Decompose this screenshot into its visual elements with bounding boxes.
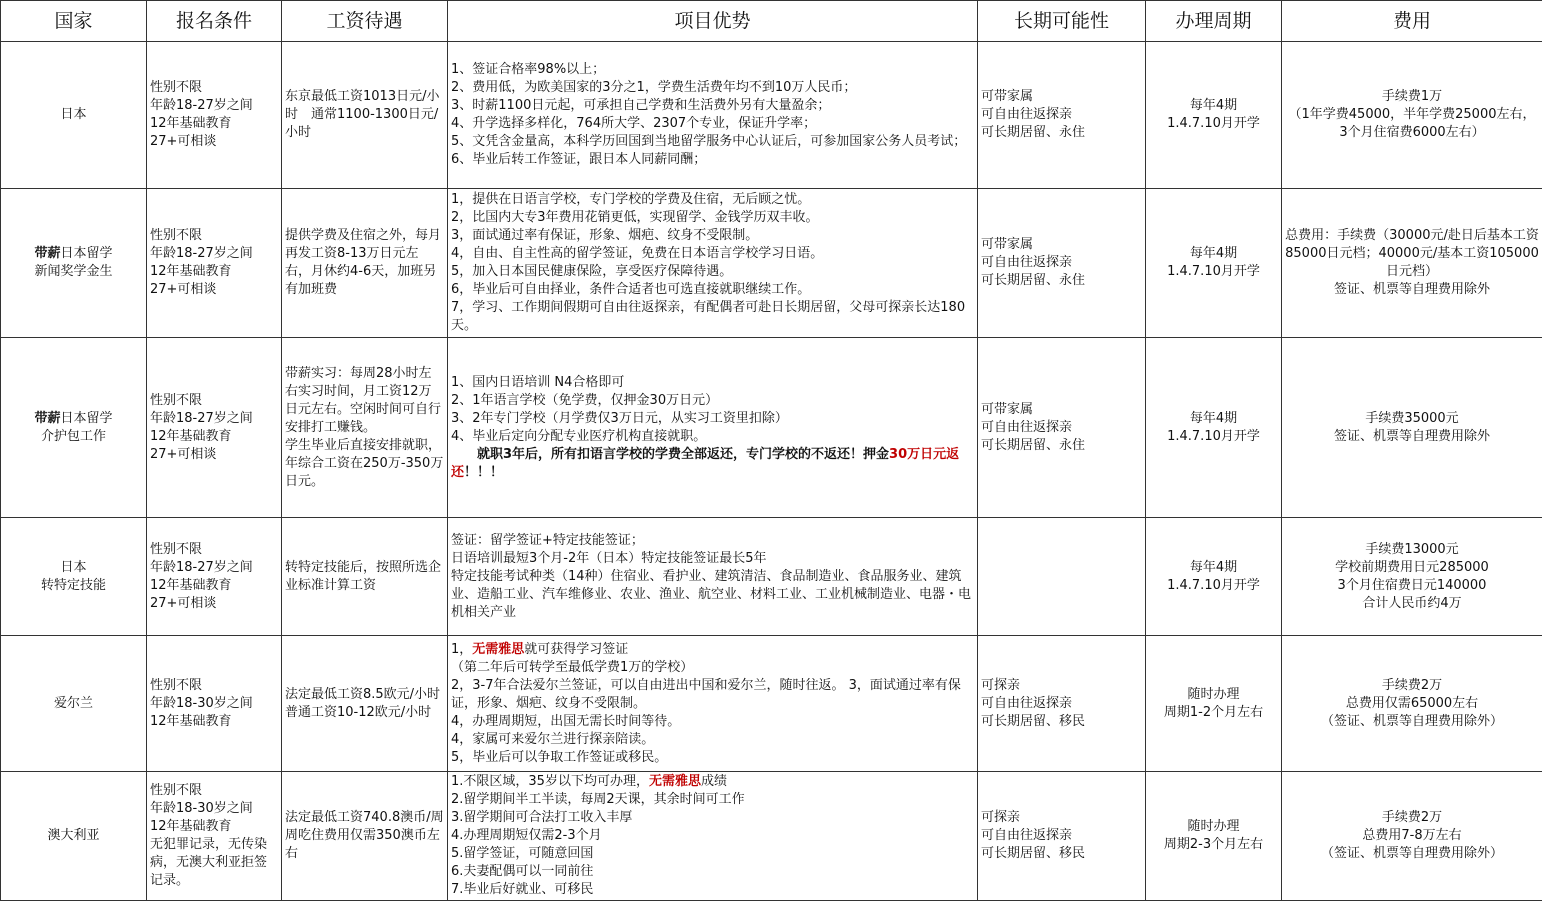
period-line: 随时办理: [1187, 686, 1240, 702]
period-line: 每年4期: [1189, 246, 1238, 261]
advantage-item: 日语培训最短3个月-2年（日本）特定技能签证最长5年: [451, 550, 767, 566]
country-name-sub: 新闻奖学金生: [34, 264, 113, 279]
country-cell: [1, 772, 147, 901]
requirement-line: 性别不限: [150, 541, 203, 557]
requirement-line: 性别不限: [150, 677, 203, 693]
table-row: [1, 518, 1542, 636]
country-name-sub: 介护包工作: [40, 428, 106, 444]
advantage-prefix: 1.不限区域，35岁以下均可办理，: [451, 774, 649, 789]
longterm-cell: [978, 338, 1146, 518]
paid-tag: 带薪: [34, 246, 61, 261]
salary-line: 法定最低工资740.8澳币/周: [285, 810, 444, 825]
longterm-line: 可长期居留、移民: [981, 846, 1086, 861]
table-row: [1, 772, 1542, 901]
salary-cell: [282, 189, 448, 338]
fees-cell: [1282, 772, 1542, 901]
requirement-line: 年龄18-30岁之间: [150, 801, 253, 816]
period-line: 1.4.7.10月开学: [1167, 428, 1260, 444]
advantage-item: 签证：留学签证+特定技能签证；: [451, 532, 644, 548]
requirement-line: 12年基础教育: [150, 713, 232, 729]
fee-line: 签证、机票等自理费用除外: [1333, 282, 1490, 297]
advantage-item: 2.留学期间半工半读，每周2天课，其余时间可工作: [451, 792, 745, 807]
longterm-line: 可自由往返探亲: [981, 828, 1073, 843]
requirement-line: 12年基础教育: [150, 264, 232, 279]
fees-cell: [1282, 338, 1542, 518]
advantage-item: 5、文凭含金量高，本科学历回国到当地留学服务中心认证后，可参加国家公务人员考试；: [451, 134, 967, 149]
header-requirements: 报名条件: [147, 1, 282, 42]
salary-line: 带薪实习：每周28小时左右实习时间，月工资12万日元左右。空闲时间可自行安排打工赚钱。: [285, 365, 442, 435]
requirements-cell: [147, 636, 282, 772]
advantage-item: 3、时薪1100日元起，可承担自己学费和生活费外另有大量盈余；: [451, 98, 831, 113]
header-fees: 费用: [1282, 1, 1542, 42]
longterm-line: 可带家属: [981, 89, 1034, 104]
refund-highlight: 30万日元返还: [451, 446, 960, 480]
period-line: 每年4期: [1189, 98, 1238, 113]
advantages-cell: [448, 189, 978, 338]
advantage-item: 3、2年专门学校（月学费仅3万日元，从实习工资里扣除）: [451, 410, 788, 426]
advantage-item: 4，办理周期短，出国无需长时间等待。: [451, 713, 681, 729]
advantage-item: （第二年后可转学至最低学费1万的学校）: [451, 659, 694, 675]
period-line: 随时办理: [1187, 819, 1240, 834]
advantage-item: [451, 641, 974, 659]
requirements-cell: [147, 189, 282, 338]
country-name: 日本: [60, 107, 87, 122]
longterm-line: 可自由往返探亲: [981, 419, 1073, 435]
salary-line: 法定最低工资8.5欧元/小时: [285, 686, 441, 702]
advantage-item: 3.留学期间可合法打工收入丰厚: [451, 810, 633, 825]
requirement-line: 年龄18-27岁之间: [150, 410, 253, 426]
longterm-line: 可长期居留、永住: [981, 273, 1086, 288]
advantage-item: 3，面试通过率有保证，形象、烟疤、纹身不受限制。: [451, 228, 759, 243]
longterm-line: 可探亲: [981, 677, 1021, 693]
refund-note-text: 就职3年后，所有扣语言学校的学费全部返还，专门学校的不返还！押金: [451, 446, 890, 462]
requirement-line: 27+可相谈: [150, 446, 217, 462]
advantage-item: 6.夫妻配偶可以一同前往: [451, 864, 594, 879]
header-country: 国家: [1, 1, 147, 42]
country-name: 日本: [60, 559, 87, 575]
fees-cell: [1282, 518, 1542, 636]
advantage-item: 特定技能考试种类（14种）住宿业、看护业、建筑清洁、食品制造业、食品服务业、建筑业、造船工业、汽车维修业、农业、渔业、航空业、材料工业、工业机械制造业、电器・电机相关产业: [451, 568, 972, 620]
salary-line: 提供学费及住宿之外，每月再发工资8-13万日元左右，月休约4-6天，加班另有加班费: [285, 228, 442, 297]
requirement-line: 年龄18-27岁之间: [150, 246, 253, 261]
salary-line: 东京最低工资1013日元/小时 通常1100-1300日元/小时: [285, 89, 440, 140]
period-cell: [1146, 42, 1282, 189]
advantage-item: 5，毕业后可以争取工作签证或移民。: [451, 749, 668, 765]
salary-cell: [282, 636, 448, 772]
longterm-line: 可带家属: [981, 237, 1034, 252]
period-line: 每年4期: [1189, 410, 1238, 426]
header-row: [1, 1, 1542, 42]
advantage-item: 4，家属可来爱尔兰进行探亲陪读。: [451, 731, 655, 747]
no-ielts-highlight: 无需雅思: [648, 774, 701, 789]
longterm-cell: [978, 189, 1146, 338]
fees-cell: [1282, 42, 1542, 189]
advantage-item: 2，3-7年合法爱尔兰签证，可以自由进出中国和爱尔兰，随时往返。 3，面试通过率有保证，形象、烟疤、纹身不受限制。: [451, 677, 961, 711]
requirement-line: 无犯罪记录，无传染病，无澳大利亚拒签记录。: [150, 837, 268, 888]
advantage-item: 4，自由、自主性高的留学签证，免费在日本语言学校学习日语。: [451, 246, 824, 261]
longterm-line: 可自由往返探亲: [981, 255, 1073, 270]
salary-line: 转特定技能后，按照所选企业标准计算工资: [285, 559, 442, 593]
advantage-item: 4、毕业后定向分配专业医疗机构直接就职。: [451, 428, 707, 444]
country-cell: [1, 636, 147, 772]
advantage-item: 1、国内日语培训 N4合格即可: [451, 374, 625, 390]
country-cell: [1, 189, 147, 338]
advantage-item: [451, 773, 974, 791]
requirement-line: 12年基础教育: [150, 428, 232, 444]
fee-line: 总费用7-8万左右: [1362, 828, 1462, 843]
country-cell: [1, 518, 147, 636]
fee-line: （签证、机票等自理费用除外）: [1320, 846, 1503, 861]
requirement-line: 年龄18-27岁之间: [150, 98, 253, 113]
requirement-line: 12年基础教育: [150, 116, 232, 131]
fee-line: 学校前期费用日元285000: [1335, 559, 1489, 575]
period-line: 1.4.7.10月开学: [1167, 577, 1260, 593]
period-line: 每年4期: [1189, 559, 1238, 575]
country-name-main: 日本留学: [60, 410, 113, 426]
header-longterm: 长期可能性: [978, 1, 1146, 42]
requirements-cell: [147, 42, 282, 189]
country-name-sub: 转特定技能: [40, 577, 106, 593]
advantage-item: 7.毕业后好就业、可移民: [451, 882, 594, 897]
refund-exclaim: ！！！: [464, 464, 504, 480]
fee-line: 总费用：手续费（30000元/赴日后基本工资85000日元档；40000元/基本工资105000日元档）: [1285, 228, 1539, 279]
advantage-item: 6、毕业后转工作签证，跟日本人同薪同酬；: [451, 152, 707, 167]
country-name: 爱尔兰: [53, 695, 93, 711]
paid-tag: 带薪: [34, 410, 61, 426]
advantages-cell: [448, 338, 978, 518]
table-row: [1, 189, 1542, 338]
salary-line: 学生毕业后直接安排就职，年综合工资在250万-350万日元。: [285, 437, 444, 489]
requirement-line: 性别不限: [150, 228, 203, 243]
fee-line: 手续费2万: [1381, 677, 1443, 693]
header-advantages: 项目优势: [448, 1, 978, 42]
country-name: [4, 245, 143, 263]
period-line: 周期2-3个月左右: [1163, 837, 1264, 852]
fee-line: 合计人民币约4万: [1362, 595, 1462, 611]
salary-cell: [282, 42, 448, 189]
requirement-line: 12年基础教育: [150, 819, 232, 834]
fees-cell: [1282, 189, 1542, 338]
salary-cell: [282, 772, 448, 901]
advantage-item: 5，加入日本国民健康保险，享受医疗保障待遇。: [451, 264, 733, 279]
header-period: 办理周期: [1146, 1, 1282, 42]
advantage-item: 7，学习、工作期间假期可自由往返探亲，有配偶者可赴日长期居留，父母可探亲长达180天。: [451, 300, 966, 333]
salary-cell: [282, 338, 448, 518]
requirement-line: 27+可相谈: [150, 595, 217, 611]
fees-cell: [1282, 636, 1542, 772]
advantages-cell: [448, 518, 978, 636]
advantages-cell: [448, 42, 978, 189]
advantage-item: 4.办理周期短仅需2-3个月: [451, 828, 602, 843]
requirement-line: 12年基础教育: [150, 577, 232, 593]
requirement-line: 27+可相谈: [150, 282, 217, 297]
advantage-item: 2、费用低，为欧美国家的3分之1，学费生活费年均不到10万人民币；: [451, 80, 857, 95]
fee-line: （1年学费45000，半年学费25000左右，3个月住宿费6000左右）: [1288, 107, 1536, 140]
refund-note: [451, 446, 974, 482]
period-line: 周期1-2个月左右: [1163, 704, 1264, 720]
longterm-line: 可探亲: [981, 810, 1021, 825]
longterm-cell: [978, 42, 1146, 189]
advantage-item: 1，提供在日语言学校，专门学校的学费及住宿，无后顾之忧。: [451, 192, 811, 207]
advantage-item: 2、1年语言学校（免学费，仅押金30万日元）: [451, 392, 719, 408]
requirements-cell: [147, 338, 282, 518]
advantage-item: 5.留学签证，可随意回国: [451, 846, 594, 861]
advantage-item: 1、签证合格率98%以上；: [451, 62, 606, 77]
advantages-cell: [448, 772, 978, 901]
fee-line: 签证、机票等自理费用除外: [1333, 428, 1490, 444]
longterm-cell: [978, 772, 1146, 901]
fee-line: 手续费35000元: [1365, 410, 1459, 426]
country-cell: [1, 42, 147, 189]
period-cell: [1146, 189, 1282, 338]
advantage-suffix: 就可获得学习签证: [524, 641, 629, 657]
advantage-item: 2，比国内大专3年费用花销更低，实现留学、金钱学历双丰收。: [451, 210, 819, 225]
period-line: 1.4.7.10月开学: [1167, 116, 1260, 131]
advantage-item: 4、升学选择多样化，764所大学、2307个专业，保证升学率；: [451, 116, 817, 131]
longterm-line: 可长期居留、永住: [981, 437, 1086, 453]
fee-line: 手续费2万: [1381, 810, 1443, 825]
requirement-line: 27+可相谈: [150, 134, 217, 149]
table-row: [1, 338, 1542, 518]
longterm-line: 可自由往返探亲: [981, 695, 1073, 711]
country-cell: [1, 338, 147, 518]
requirement-line: 性别不限: [150, 783, 203, 798]
period-line: 1.4.7.10月开学: [1167, 264, 1260, 279]
longterm-line: 可长期居留、永住: [981, 125, 1086, 140]
fee-line: 手续费1万: [1381, 89, 1443, 104]
period-cell: [1146, 772, 1282, 901]
period-cell: [1146, 518, 1282, 636]
fee-line: 3个月住宿费日元140000: [1337, 577, 1487, 593]
longterm-line: 可自由往返探亲: [981, 107, 1073, 122]
requirements-cell: [147, 772, 282, 901]
table-row: [1, 636, 1542, 772]
advantage-item: 6，毕业后可自由择业，条件合适者也可选直接就职继续工作。: [451, 282, 811, 297]
longterm-line: 可长期居留、移民: [981, 713, 1086, 729]
requirement-line: 性别不限: [150, 80, 203, 95]
requirement-line: 年龄18-27岁之间: [150, 559, 253, 575]
salary-line: 普通工资10-12欧元/小时: [285, 704, 432, 720]
no-ielts-highlight: 无需雅思: [472, 641, 525, 657]
country-name-main: 日本留学: [60, 246, 113, 261]
requirements-cell: [147, 518, 282, 636]
advantages-cell: [448, 636, 978, 772]
requirement-line: 性别不限: [150, 392, 203, 408]
fee-line: （签证、机票等自理费用除外）: [1320, 713, 1503, 729]
advantage-suffix: 成绩: [700, 774, 727, 789]
fee-line: 总费用仅需65000左右: [1345, 695, 1479, 711]
country-name: [4, 410, 143, 428]
advantage-prefix: 1，: [451, 641, 473, 657]
period-cell: [1146, 338, 1282, 518]
fee-line: 手续费13000元: [1365, 541, 1459, 557]
country-name: 澳大利亚: [47, 828, 100, 843]
table-row: [1, 42, 1542, 189]
salary-line: 周吃住费用仅需350澳币左右: [285, 828, 440, 861]
period-cell: [1146, 636, 1282, 772]
longterm-cell: [978, 518, 1146, 636]
requirement-line: 年龄18-30岁之间: [150, 695, 253, 711]
salary-cell: [282, 518, 448, 636]
longterm-line: 可带家属: [981, 401, 1034, 417]
longterm-cell: [978, 636, 1146, 772]
header-salary: 工资待遇: [282, 1, 448, 42]
